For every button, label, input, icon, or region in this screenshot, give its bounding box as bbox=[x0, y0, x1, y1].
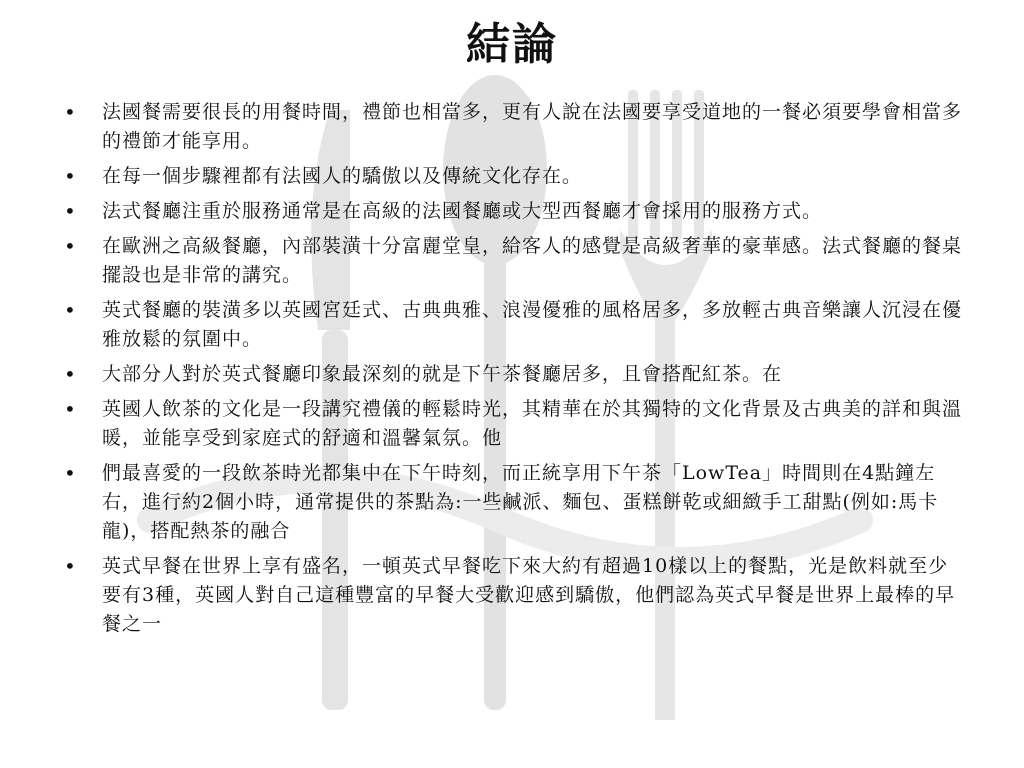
bullet-text: 英式餐廳的裝潢多以英國宮廷式、古典典雅、浪漫優雅的風格居多，多放輕古典音樂讓人沉浸在優雅放鬆的氛圍中。 bbox=[102, 299, 963, 350]
bullet-dot-icon: • bbox=[64, 362, 76, 386]
bullet-dot-icon: • bbox=[64, 234, 76, 258]
bullet-item bbox=[62, 296, 962, 354]
bullet-text: 英國人飲茶的文化是一段講究禮儀的輕鬆時光，其精華在於其獨特的文化背景及古典美的詳和與溫暖，並能享受到家庭式的舒適和溫馨氣氛。他 bbox=[102, 398, 963, 449]
bullet-item bbox=[62, 459, 962, 546]
bullet-text: 大部分人對於英式餐廳印象最深刻的就是下午茶餐廳居多，且會搭配紅茶。在 bbox=[102, 363, 783, 385]
bullet-text: 法國餐需要很長的用餐時間，禮節也相當多，更有人說在法國要享受道地的一餐必須要學會相當多的禮節才能享用。 bbox=[102, 101, 963, 152]
bullet-item bbox=[62, 232, 962, 290]
bullet-dot-icon: • bbox=[64, 397, 76, 421]
bullet-text: 法式餐廳注重於服務通常是在高級的法國餐廳或大型西餐廳才會採用的服務方式。 bbox=[102, 200, 823, 222]
bullet-dot-icon: • bbox=[64, 100, 76, 124]
bullet-dot-icon: • bbox=[64, 199, 76, 223]
bullet-item bbox=[62, 162, 962, 191]
bullet-list bbox=[62, 98, 962, 645]
bullet-text: 們最喜愛的一段飲茶時光都集中在下午時刻，而正統享用下午茶「LowTea」時間則在4點鐘左右，進行約2個小時，通常提供的茶點為:一些鹹派、麵包、蛋糕餅乾或細緻手工甜點(例如:馬卡龍)，搭配熱茶的融合 bbox=[102, 462, 939, 542]
bullet-item bbox=[62, 98, 962, 156]
bullet-text: 在每一個步驟裡都有法國人的驕傲以及傳統文化存在。 bbox=[102, 165, 583, 187]
bullet-dot-icon: • bbox=[64, 164, 76, 188]
bullet-text: 在歐洲之高級餐廳，內部裝潢十分富麗堂皇，給客人的感覺是高級奢華的豪華感。法式餐廳的餐桌擺設也是非常的講究。 bbox=[102, 235, 963, 286]
bullet-item bbox=[62, 395, 962, 453]
bullet-text: 英式早餐在世界上享有盛名，一頓英式早餐吃下來大約有超過10樣以上的餐點，光是飲料就至少要有3種，英國人對自己這種豐富的早餐大受歡迎感到驕傲，他們認為英式早餐是世界上最棒的早餐之一 bbox=[102, 555, 956, 635]
slide-title: 結論 bbox=[466, 19, 558, 70]
bullet-item bbox=[62, 360, 962, 389]
bullet-dot-icon: • bbox=[64, 298, 76, 322]
bullet-item bbox=[62, 552, 962, 639]
bullet-dot-icon: • bbox=[64, 554, 76, 578]
bullet-dot-icon: • bbox=[64, 461, 76, 485]
bullet-item bbox=[62, 197, 962, 226]
